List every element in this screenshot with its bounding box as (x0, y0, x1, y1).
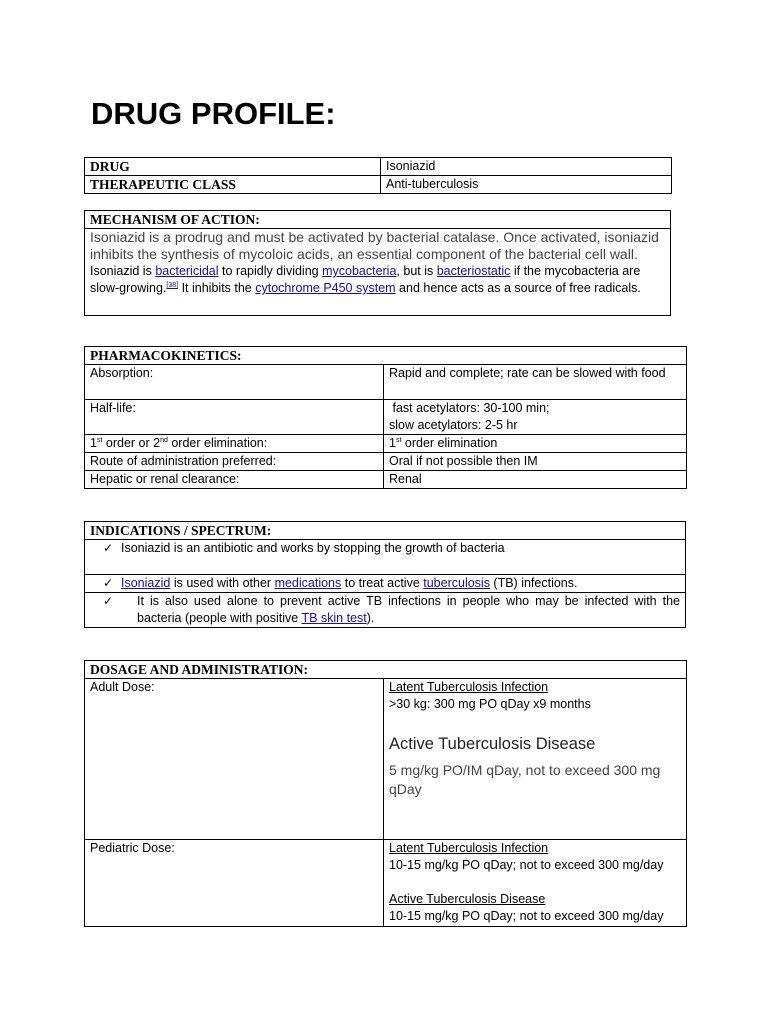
table-row (85, 453, 687, 471)
table-row (85, 400, 687, 435)
table-row (85, 435, 687, 453)
halflife-value: fast acetylators: 30-100 min; slow acetylators: 2-5 hr (384, 400, 687, 435)
pharmacokinetics-table (84, 346, 687, 489)
link-bacteriostatic[interactable]: bacteriostatic (436, 264, 511, 278)
table-row (85, 840, 687, 927)
absorption-label: Absorption: (85, 365, 384, 400)
checkmark-icon: ✓ (103, 541, 114, 555)
ped-active-text: 10-15 mg/kg PO qDay; not to exceed 300 mg/day (389, 909, 664, 923)
mechanism-paragraph-2: Isoniazid is bactericidal to rapidly dividing mycobacteria, but is bacteriostatic if the mycobacteria are slow-growing.[38] It inhibits the cytochrome P450 system and hence acts as a source of free radicals. (90, 264, 641, 295)
indication-1: Isoniazid is an antibiotic and works by stopping the growth of bacteria (121, 541, 505, 555)
absorption-value: Rapid and complete; rate can be slowed with food (384, 365, 687, 400)
route-label: Route of administration preferred: (85, 453, 384, 471)
table-row (85, 679, 687, 840)
drug-table (84, 157, 672, 194)
list-item (85, 593, 686, 628)
mechanism-heading: MECHANISM OF ACTION: (85, 211, 671, 229)
drug-label: DRUG (85, 158, 381, 176)
link-mycobacteria[interactable]: mycobacteria (322, 264, 397, 278)
ped-latent-text: 10-15 mg/kg PO qDay; not to exceed 300 mg/day (389, 858, 664, 872)
adult-latent-text: >30 kg: 300 mg PO qDay x9 months (389, 697, 591, 711)
order-elimination-value: 1st order elimination (384, 435, 687, 453)
link-cytochrome-p450[interactable]: cytochrome P450 system (255, 281, 396, 295)
indication-3: It is also used alone to prevent active TB infections in people who may be infected with the bacteria (people with positive TB skin test). (137, 594, 680, 625)
mechanism-paragraph: Isoniazid is a prodrug and must be activated by bacterial catalase. Once activated, isoniazid inhibits the synthesis of mycoloic acids, an essential component of the bacterial cell wall. (90, 229, 659, 262)
link-medications[interactable]: medications (274, 576, 342, 590)
adult-dose-label: Adult Dose: (85, 679, 384, 840)
mechanism-body (85, 229, 671, 316)
adult-active-heading: Active Tuberculosis Disease (389, 735, 596, 753)
page-title: DRUG PROFILE: (91, 96, 336, 131)
therapeutic-class-label: THERAPEUTIC CLASS (85, 176, 381, 194)
clearance-value: Renal (384, 471, 687, 489)
table-row (85, 176, 672, 194)
table-row (85, 471, 687, 489)
adult-active-text: 5 mg/kg PO/IM qDay, not to exceed 300 mg qDay (389, 762, 661, 797)
link-tuberculosis[interactable]: tuberculosis (423, 576, 490, 590)
drug-value: Isoniazid (381, 158, 672, 176)
adult-dose-value (384, 679, 687, 840)
table-row (85, 158, 672, 176)
checkmark-icon: ✓ (103, 576, 114, 590)
clearance-label: Hepatic or renal clearance: (85, 471, 384, 489)
link-bactericidal[interactable]: bactericidal (155, 264, 219, 278)
pediatric-dose-label: Pediatric Dose: (85, 840, 384, 927)
order-elimination-label: 1st order or 2nd order elimination: (85, 435, 384, 453)
pediatric-dose-value (384, 840, 687, 927)
halflife-label: Half-life: (85, 400, 384, 435)
list-item: ✓ Isoniazid is used with other medications to treat active tuberculosis (TB) infections. (85, 575, 686, 593)
dosage-table (84, 660, 687, 927)
reference-link[interactable]: [38] (166, 281, 179, 289)
ped-active-heading: Active Tuberculosis Disease (389, 892, 546, 906)
link-isoniazid[interactable]: Isoniazid (121, 576, 171, 590)
mechanism-table (84, 210, 671, 316)
therapeutic-class-value: Anti-tuberculosis (381, 176, 672, 194)
checkmark-icon: ✓ (103, 594, 114, 608)
pharmacokinetics-heading: PHARMACOKINETICS: (85, 347, 687, 365)
link-tb-skin-test[interactable]: TB skin test (301, 611, 367, 625)
table-row (85, 365, 687, 400)
ped-latent-heading: Latent Tuberculosis Infection (389, 841, 549, 855)
list-item (85, 540, 686, 575)
route-value: Oral if not possible then IM (384, 453, 687, 471)
indications-heading: INDICATIONS / SPECTRUM: (85, 522, 686, 540)
indications-table (84, 521, 686, 628)
adult-latent-heading: Latent Tuberculosis Infection (389, 680, 549, 694)
dosage-heading: DOSAGE AND ADMINISTRATION: (85, 661, 687, 679)
